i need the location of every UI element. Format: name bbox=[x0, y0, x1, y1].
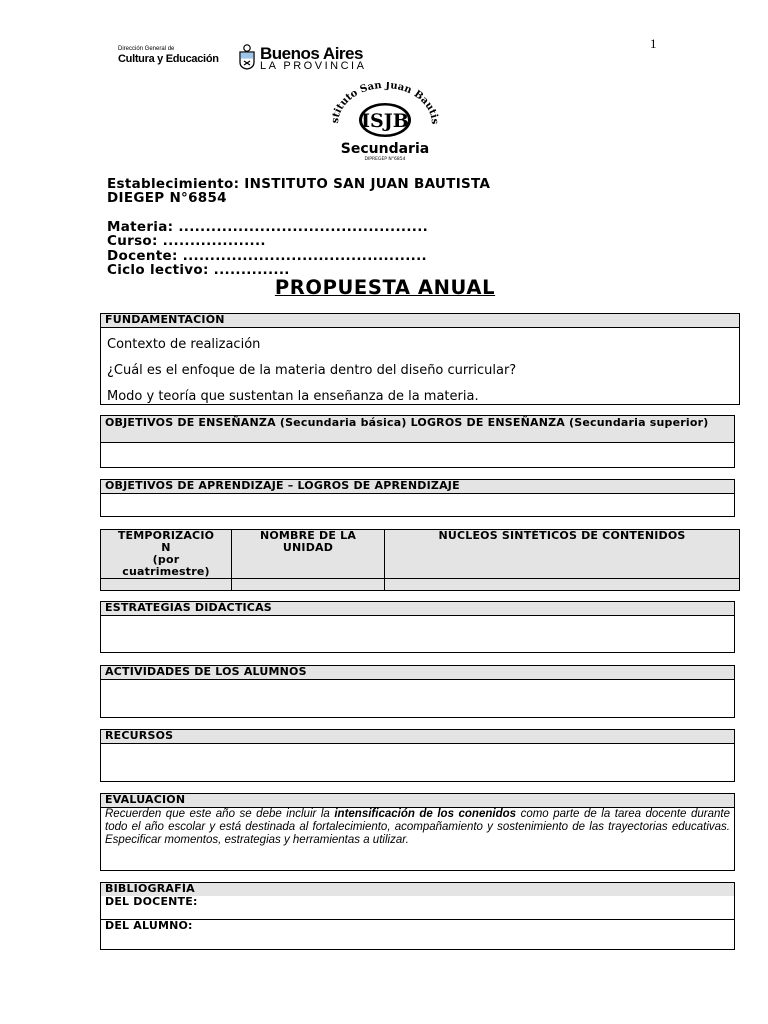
table-cell bbox=[385, 579, 740, 591]
table-cell bbox=[101, 579, 232, 591]
header-line: cuatrimestre) bbox=[122, 565, 210, 578]
section-header: EVALUACIÓN bbox=[101, 794, 734, 808]
buenos-aires-subtitle: LA PROVINCIA bbox=[260, 60, 367, 72]
gov-logo-line1: Dirección General de bbox=[118, 46, 175, 52]
fundamentacion-section bbox=[100, 313, 740, 405]
section-header: BIBLIOGRAFÍA bbox=[101, 883, 734, 896]
materia-field: Materia: .............................................. bbox=[107, 219, 429, 235]
fundamentacion-body bbox=[101, 328, 739, 410]
logo-level: Secundaria bbox=[340, 141, 430, 157]
temporizacion-header bbox=[101, 530, 232, 579]
gov-logo-line2: Cultura y Educación bbox=[118, 53, 219, 65]
course-fields bbox=[107, 220, 428, 277]
page-title bbox=[0, 276, 768, 299]
table-cell bbox=[232, 579, 385, 591]
actividades-section bbox=[100, 665, 735, 718]
table-header-row bbox=[101, 530, 740, 579]
header-line: N bbox=[161, 541, 171, 554]
section-header: ESTRATEGIAS DIDÁCTICAS bbox=[101, 602, 734, 616]
estrategias-section bbox=[100, 601, 735, 653]
evaluacion-text-part: Recuerden que este año se debe incluir la bbox=[105, 808, 335, 820]
bibliografia-section bbox=[100, 882, 735, 950]
section-header: OBJETIVOS DE ENSEÑANZA (Secundaria básica) LOGROS DE ENSEÑANZA (Secundaria superior) bbox=[101, 416, 734, 443]
page-number: 1 bbox=[650, 36, 657, 51]
header-line: TEMPORIZACIÓ bbox=[117, 529, 215, 542]
evaluacion-emphasis: intensificación de los conenidos bbox=[334, 808, 517, 820]
bibliografia-alumno: DEL ALUMNO: bbox=[105, 919, 193, 932]
provincial-shield-icon bbox=[238, 44, 256, 70]
section-header: ACTIVIDADES DE LOS ALUMNOS bbox=[101, 666, 734, 680]
establishment-code: DIEGEP N°6854 bbox=[107, 190, 227, 206]
school-crest-icon bbox=[324, 82, 446, 162]
fundamentacion-line: ¿Cuál es el enfoque de la materia dentro del diseño curricular? bbox=[107, 363, 517, 378]
fundamentacion-line: Contexto de realización bbox=[107, 337, 261, 352]
buenos-aires-title: Buenos Aires bbox=[260, 44, 363, 63]
nombre-unidad-header bbox=[232, 530, 385, 579]
bibliografia-docente: DEL DOCENTE: bbox=[101, 896, 734, 920]
header-line: (por bbox=[152, 553, 180, 566]
objetivos-ensenanza-section bbox=[100, 415, 735, 468]
logo-arc-text: stituto San Juan Bautis bbox=[329, 82, 441, 125]
establishment-name: Establecimiento: INSTITUTO SAN JUAN BAUTISTA bbox=[107, 176, 491, 192]
page-title-text: PROPUESTA ANUAL bbox=[274, 276, 496, 299]
docente-field: Docente: ............................................. bbox=[107, 247, 427, 264]
section-header: OBJETIVOS DE APRENDIZAJE – LOGROS DE APRENDIZAJE bbox=[101, 480, 734, 494]
recursos-section bbox=[100, 729, 735, 782]
fundamentacion-line: Modo y teoría que sustentan la enseñanza de la materia. bbox=[107, 389, 479, 404]
header-line: NOMBRE DE LA bbox=[259, 529, 357, 542]
evaluacion-text bbox=[101, 808, 734, 847]
government-logo bbox=[114, 44, 374, 74]
nucleos-header: NÚCLEOS SINTÉTICOS DE CONTENIDOS bbox=[385, 530, 740, 579]
logo-monogram: ISJB bbox=[361, 110, 409, 132]
section-header: FUNDAMENTACIÓN bbox=[101, 314, 739, 328]
evaluacion-section bbox=[100, 793, 735, 871]
contents-table bbox=[100, 529, 740, 591]
school-logo bbox=[324, 82, 446, 162]
evaluacion-text-part: como parte de la tarea docente durante todo el año escolar y está destinada al fortalecimiento, acompañamiento y sostenimiento de las trayectorias educativas. Especificar momentos, estrategias y herramientas a utilizar. bbox=[105, 808, 730, 846]
logo-code: DIPREGEP N°6854 bbox=[364, 157, 406, 162]
curso-field: Curso: ................... bbox=[107, 233, 266, 250]
header-line: UNIDAD bbox=[282, 541, 334, 554]
section-header: RECURSOS bbox=[101, 730, 734, 744]
table-row bbox=[101, 579, 740, 591]
objetivos-aprendizaje-section bbox=[100, 479, 735, 517]
establishment-block bbox=[107, 177, 490, 205]
ciclo-lectivo-field: Ciclo lectivo: .............. bbox=[107, 261, 290, 278]
